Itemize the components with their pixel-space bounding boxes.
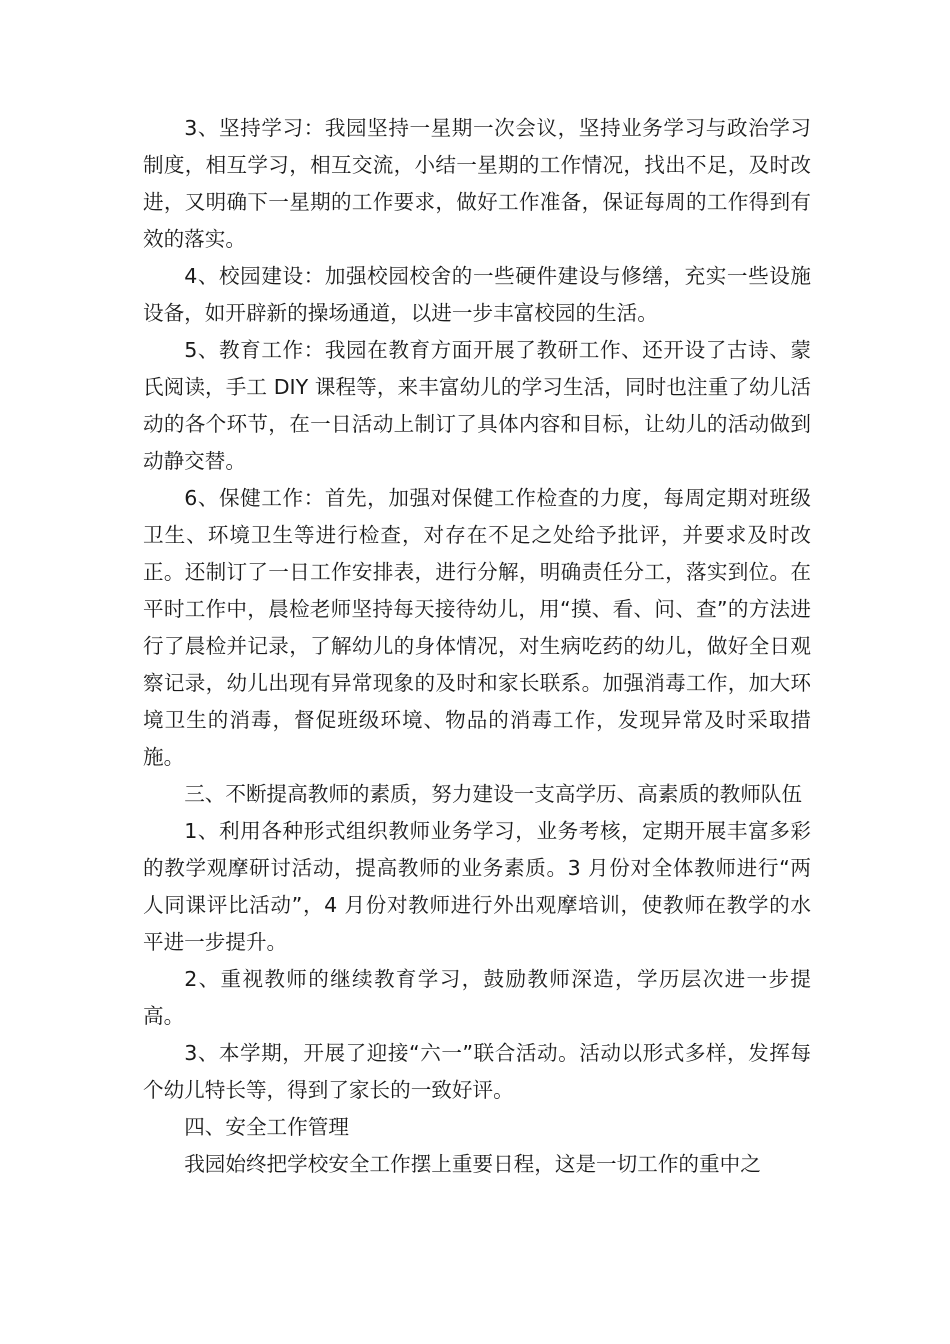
paragraph-safety-intro: 我园始终把学校安全工作摆上重要日程，这是一切工作的重中之 — [184, 1152, 761, 1176]
paragraph-childrens-day: 3、本学期，开展了迎接“六一”联合活动。活动以形式多样，发挥每个幼儿特长等，得到了家长的一致好评。 — [143, 1041, 811, 1102]
paragraph-continuing-education: 2、重视教师的继续教育学习，鼓励教师深造，学历层次进一步提高。 — [143, 967, 811, 1028]
section-heading-safety: 四、安全工作管理 — [184, 1115, 349, 1139]
paragraph-education-work: 5、教育工作：我园在教育方面开展了教研工作、还开设了古诗、蒙氏阅读，手工 DIY 课程等，来丰富幼儿的学习生活，同时也注重了幼儿活动的各个环节，在一日活动上制订了具体内容和目标，让幼儿的活动做到动静交替。 — [143, 338, 811, 473]
paragraph-study: 3、坚持学习：我园坚持一星期一次会议，坚持业务学习与政治学习制度，相互学习，相互交流，小结一星期的工作情况，找出不足，及时改进，又明确下一星期的工作要求，做好工作准备，保证每周的工作得到有效的落实。 — [143, 116, 811, 251]
paragraph-teacher-training: 1、利用各种形式组织教师业务学习，业务考核，定期开展丰富多彩的教学观摩研讨活动，提高教师的业务素质。3 月份对全体教师进行“两人同课评比活动”，4 月份对教师进行外出观摩培训，使教师在教学的水平进一步提升。 — [143, 819, 811, 954]
section-heading-teachers: 三、不断提高教师的素质，努力建设一支高学历、高素质的教师队伍 — [184, 782, 802, 806]
paragraph-campus-construction: 4、校园建设：加强校园校舍的一些硬件建设与修缮，充实一些设施设备，如开辟新的操场通道，以进一步丰富校园的生活。 — [143, 264, 811, 325]
paragraph-health-work: 6、保健工作：首先，加强对保健工作检查的力度，每周定期对班级卫生、环境卫生等进行检查，对存在不足之处给予批评，并要求及时改正。还制订了一日工作安排表，进行分解，明确责任分工，落实到位。在平时工作中，晨检老师坚持每天接待幼儿，用“摸、看、问、查”的方法进行了晨检并记录，了解幼儿的身体情况，对生病吃药的幼儿，做好全日观察记录，幼儿出现有异常现象的及时和家长联系。加强消毒工作，加大环境卫生的消毒，督促班级环境、物品的消毒工作，发现异常及时采取措施。 — [143, 486, 811, 769]
document-body — [143, 110, 811, 1183]
